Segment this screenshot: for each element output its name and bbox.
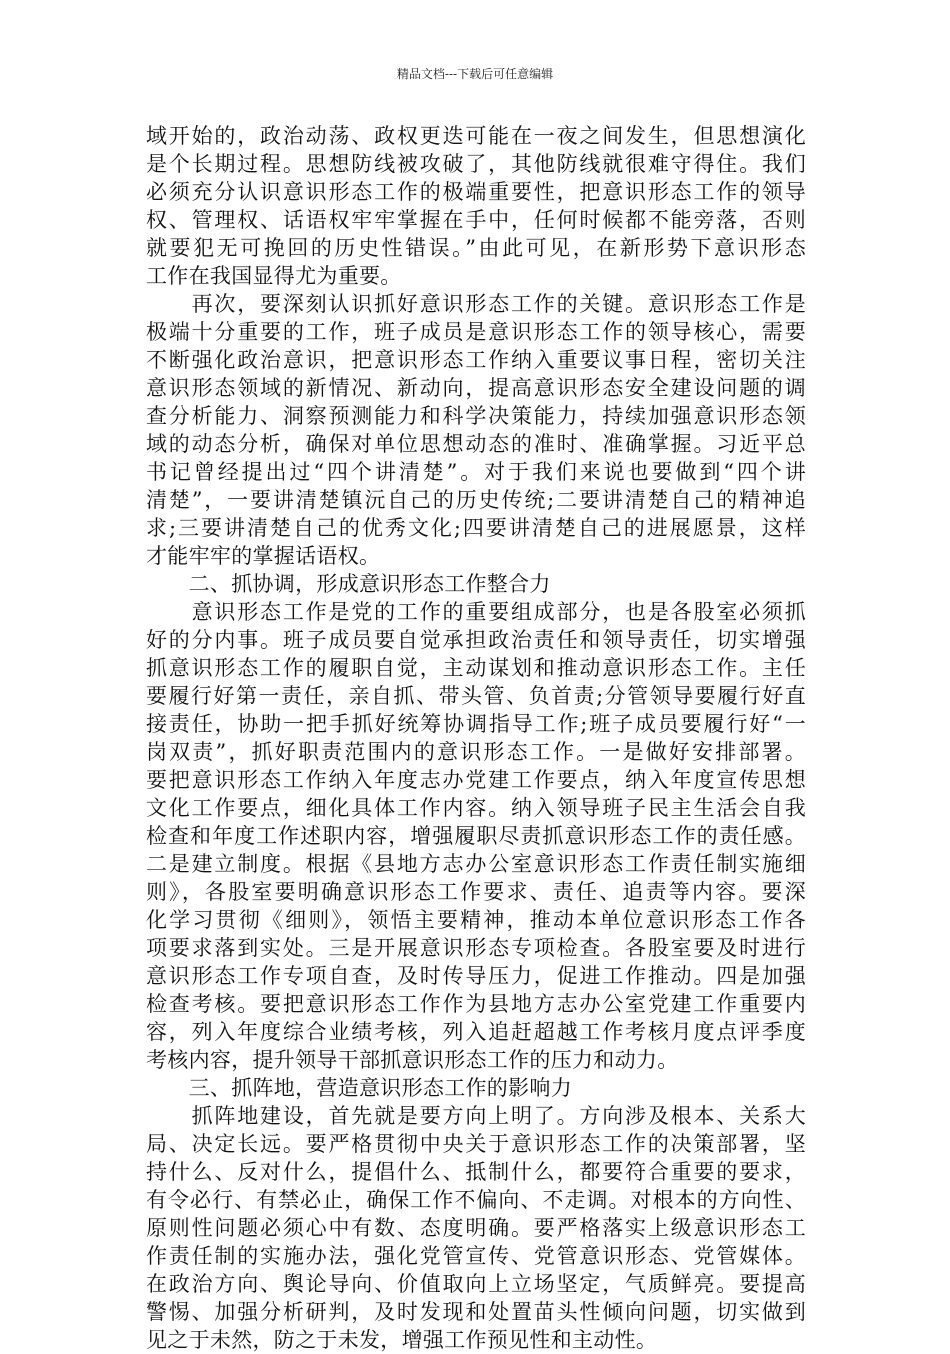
text-line: 意识形态领域的新情况、新动向，提高意识形态安全建设问题的调 xyxy=(146,376,806,400)
text-line: 二是建立制度。根据《县地方志办公室意识形态工作责任制实施细 xyxy=(146,852,806,876)
text-line: 工作在我国显得尤为重要。 xyxy=(146,264,402,288)
text-line: 意识形态工作是党的工作的重要组成部分，也是各股室必须抓 xyxy=(146,600,806,624)
text-line: 检查和年度工作述职内容，增强履职尽责抓意识形态工作的责任感。 xyxy=(146,824,806,848)
text-line: 极端十分重要的工作，班子成员是意识形态工作的领导核心，需要 xyxy=(146,320,806,344)
text-line: 书记曾经提出过“四个讲清楚”。对于我们来说也要做到“四个讲 xyxy=(146,460,806,484)
text-line: 容，列入年度综合业绩考核，列入追赶超越工作考核月度点评季度 xyxy=(146,1020,806,1044)
text-line: 求;三要讲清楚自己的优秀文化;四要讲清楚自己的进展愿景，这样 xyxy=(146,516,806,540)
text-line: 不断强化政治意识，把意识形态工作纳入重要议事日程，密切关注 xyxy=(146,348,806,372)
text-line: 项要求落到实处。三是开展意识形态专项检查。各股室要及时进行 xyxy=(146,936,806,960)
text-line: 清楚”，一要讲清楚镇沅自己的历史传统;二要讲清楚自己的精神追 xyxy=(146,488,806,512)
text-line: 文化工作要点，细化具体工作内容。纳入领导班子民主生活会自我 xyxy=(146,796,806,820)
text-line: 原则性问题必须心中有数、态度明确。要严格落实上级意识形态工 xyxy=(146,1216,806,1240)
text-line: 局、决定长远。要严格贯彻中央关于意识形态工作的决策部署，坚 xyxy=(146,1132,806,1156)
text-line: 考核内容，提升领导干部抓意识形态工作的压力和动力。 xyxy=(146,1048,679,1072)
text-line: 抓意识形态工作的履职自觉，主动谋划和推动意识形态工作。主任 xyxy=(146,656,806,680)
text-line: 查分析能力、洞察预测能力和科学决策能力，持续加强意识形态领 xyxy=(146,404,806,428)
text-line: 警惕、加强分析研判，及时发现和处置苗头性倾向问题，切实做到 xyxy=(146,1300,806,1324)
text-line: 接责任，协助一把手抓好统筹协调指导工作;班子成员要履行好“一 xyxy=(146,712,806,736)
text-line: 在政治方向、舆论导向、价值取向上立场坚定，气质鲜亮。要提高 xyxy=(146,1272,806,1296)
document-body xyxy=(146,122,806,1354)
text-line: 权、管理权、话语权牢牢掌握在手中，任何时候都不能旁落，否则 xyxy=(146,208,806,232)
text-line: 要履行好第一责任，亲自抓、带头管、负首责;分管领导要履行好直 xyxy=(146,684,806,708)
section-heading: 三、抓阵地，营造意识形态工作的影响力 xyxy=(146,1076,572,1100)
text-line: 见之于未然，防之于未发，增强工作预见性和主动性。 xyxy=(146,1328,658,1352)
text-line: 必须充分认识意识形态工作的极端重要性，把意识形态工作的领导 xyxy=(146,180,806,204)
text-line: 则》，各股室要明确意识形态工作要求、责任、追责等内容。要深 xyxy=(146,880,806,904)
text-line: 就要犯无可挽回的历史性错误。”由此可见，在新形势下意识形态 xyxy=(146,236,806,260)
text-line: 岗双责”，抓好职责范围内的意识形态工作。一是做好安排部署。 xyxy=(146,740,806,764)
text-line: 化学习贯彻《细则》，领悟主要精神，推动本单位意识形态工作各 xyxy=(146,908,806,932)
section-heading: 二、抓协调，形成意识形态工作整合力 xyxy=(146,572,551,596)
text-line: 是个长期过程。思想防线被攻破了，其他防线就很难守得住。我们 xyxy=(146,152,806,176)
text-line: 抓阵地建设，首先就是要方向上明了。方向涉及根本、关系大 xyxy=(146,1104,806,1128)
text-line: 再次，要深刻认识抓好意识形态工作的关键。意识形态工作是 xyxy=(146,292,806,316)
text-line: 检查考核。要把意识形态工作作为县地方志办公室党建工作重要内 xyxy=(146,992,806,1016)
text-line: 域的动态分析，确保对单位思想动态的准时、准确掌握。习近平总 xyxy=(146,432,806,456)
text-line: 有令必行、有禁必止，确保工作不偏向、不走调。对根本的方向性、 xyxy=(146,1188,806,1212)
text-line: 要把意识形态工作纳入年度志办党建工作要点，纳入年度宣传思想 xyxy=(146,768,806,792)
text-line: 作责任制的实施办法，强化党管宣传、党管意识形态、党管媒体。 xyxy=(146,1244,806,1268)
text-line: 持什么、反对什么，提倡什么、抵制什么，都要符合重要的要求， xyxy=(146,1160,806,1184)
text-line: 意识形态工作专项自查，及时传导压力，促进工作推动。四是加强 xyxy=(146,964,806,988)
text-line: 才能牢牢的掌握话语权。 xyxy=(146,544,381,568)
page-header: 精品文档---下载后可任意编辑 xyxy=(396,67,554,81)
text-line: 好的分内事。班子成员要自觉承担政治责任和领导责任，切实增强 xyxy=(146,628,806,652)
text-line: 域开始的，政治动荡、政权更迭可能在一夜之间发生，但思想演化 xyxy=(146,124,806,148)
